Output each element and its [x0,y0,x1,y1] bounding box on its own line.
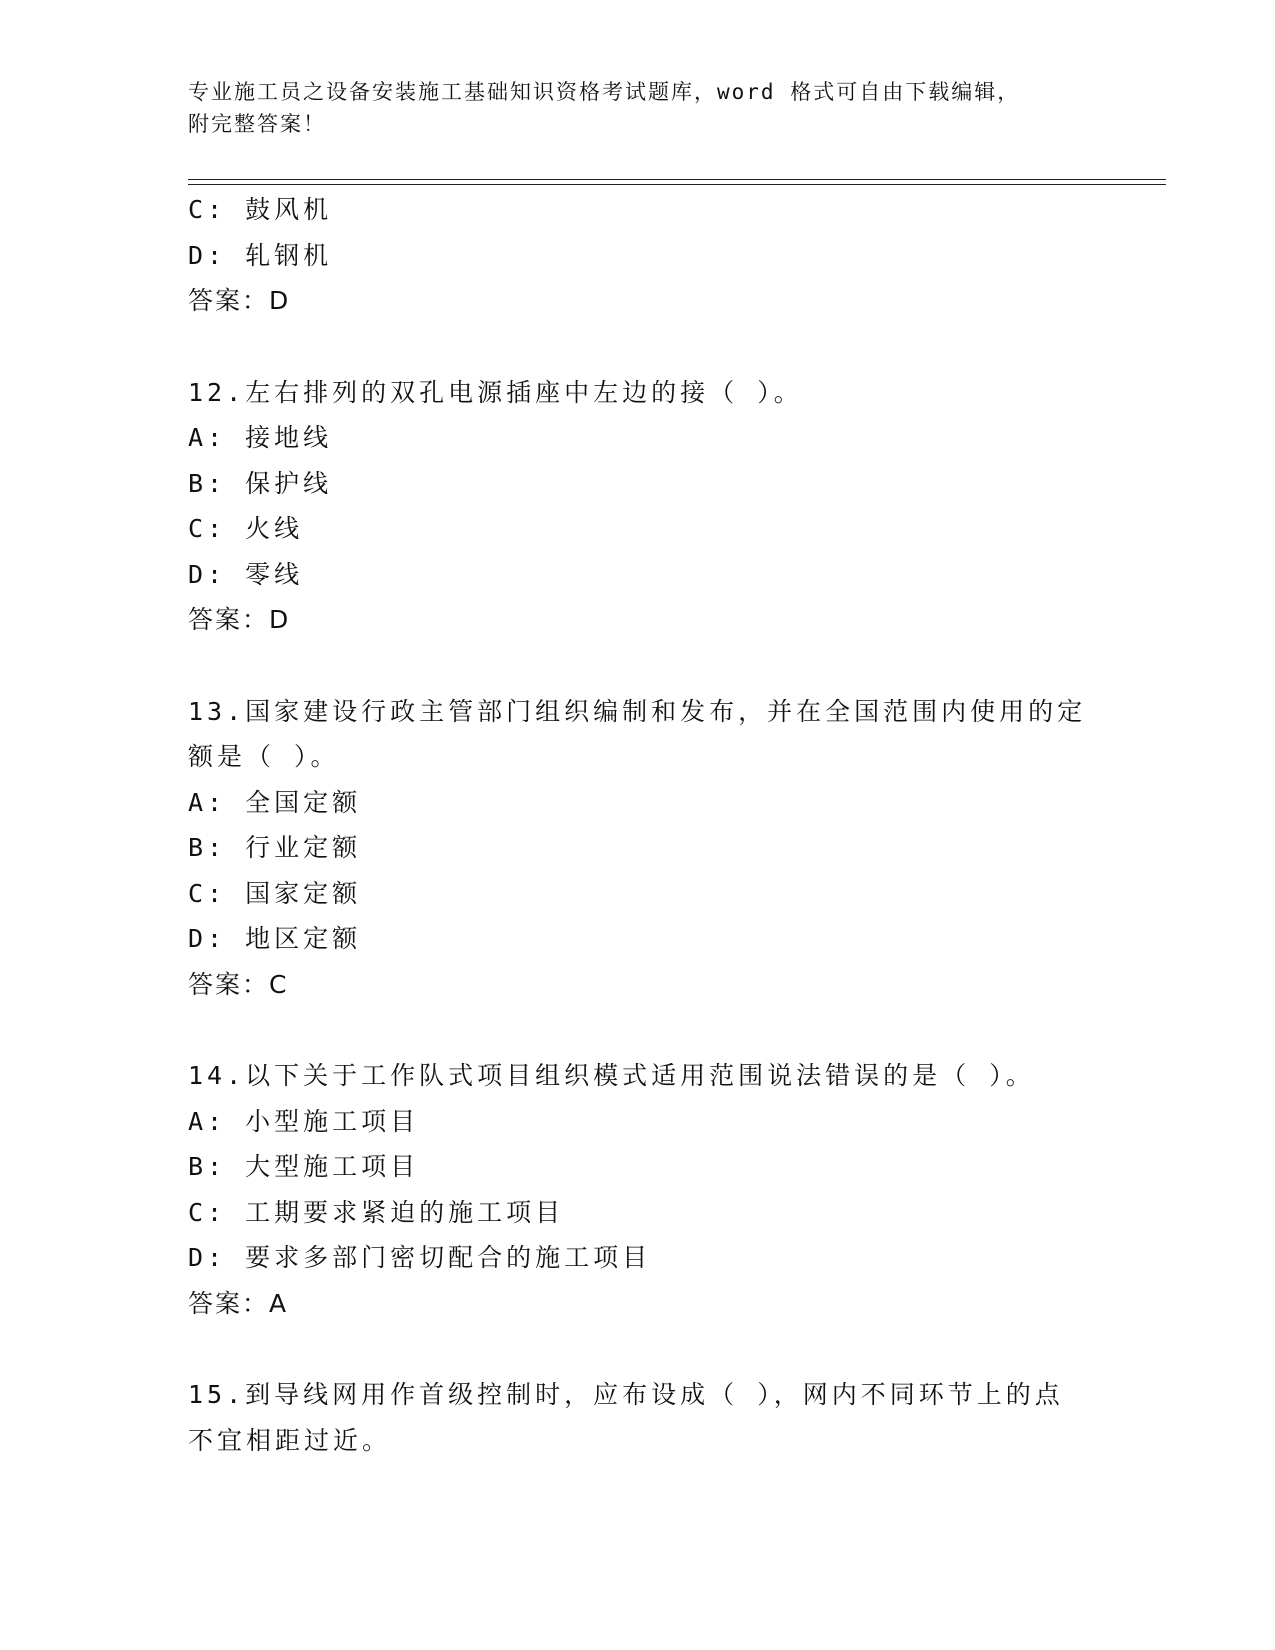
question-block-14 [188,1053,1148,1326]
document-header [188,76,1088,140]
option-d: D: 地区定额 [188,924,362,953]
answer-line: 答案：D [188,605,291,634]
answer-line: 答案：D [188,286,291,315]
question-stem-continued: 额是（ ）。 [188,742,340,771]
question-stem: 14.以下关于工作队式项目组织模式适用范围说法错误的是（ ）。 [188,1061,1035,1090]
header-line-2: 附完整答案！ [188,112,326,136]
option-a: A: 接地线 [188,423,333,452]
option-b: B: 保护线 [188,468,333,498]
option-a: A: 全国定额 [188,787,362,817]
question-block-15 [188,1372,1148,1463]
option-b: B: 大型施工项目 [188,1152,420,1181]
question-stem: 15.到导线网用作首级控制时，应布设成（ ），网内不同环节上的点 [188,1380,1064,1409]
header-line-1: 专业施工员之设备安装施工基础知识资格考试题库，word 格式可自由下载编辑， [188,80,1021,104]
question-stem: 12.左右排列的双孔电源插座中左边的接（ ）。 [188,377,803,407]
option-a: A: 小型施工项目 [188,1106,420,1136]
question-stem-continued: 不宜相距过近。 [188,1425,392,1455]
option-d: D: 零线 [188,559,304,589]
option-c: C: 火线 [188,514,304,543]
question-block-12 [188,370,1148,643]
option-c: C: 工期要求紧迫的施工项目 [188,1197,565,1227]
option-c: C: 国家定额 [188,878,362,908]
option-b: B: 行业定额 [188,833,362,862]
question-block-11 [188,187,1148,324]
option-c: C: 鼓风机 [188,195,333,224]
question-list [188,187,1148,1463]
question-block-13 [188,689,1148,1008]
header-divider-bottom [188,184,1166,185]
header-divider-top [188,179,1166,180]
answer-line: 答案：A [188,1288,289,1318]
option-d: D: 要求多部门密切配合的施工项目 [188,1243,652,1272]
question-stem: 13.国家建设行政主管部门组织编制和发布，并在全国范围内使用的定 [188,696,1087,726]
option-d: D: 轧钢机 [188,240,333,270]
answer-line: 答案：C [188,969,289,999]
